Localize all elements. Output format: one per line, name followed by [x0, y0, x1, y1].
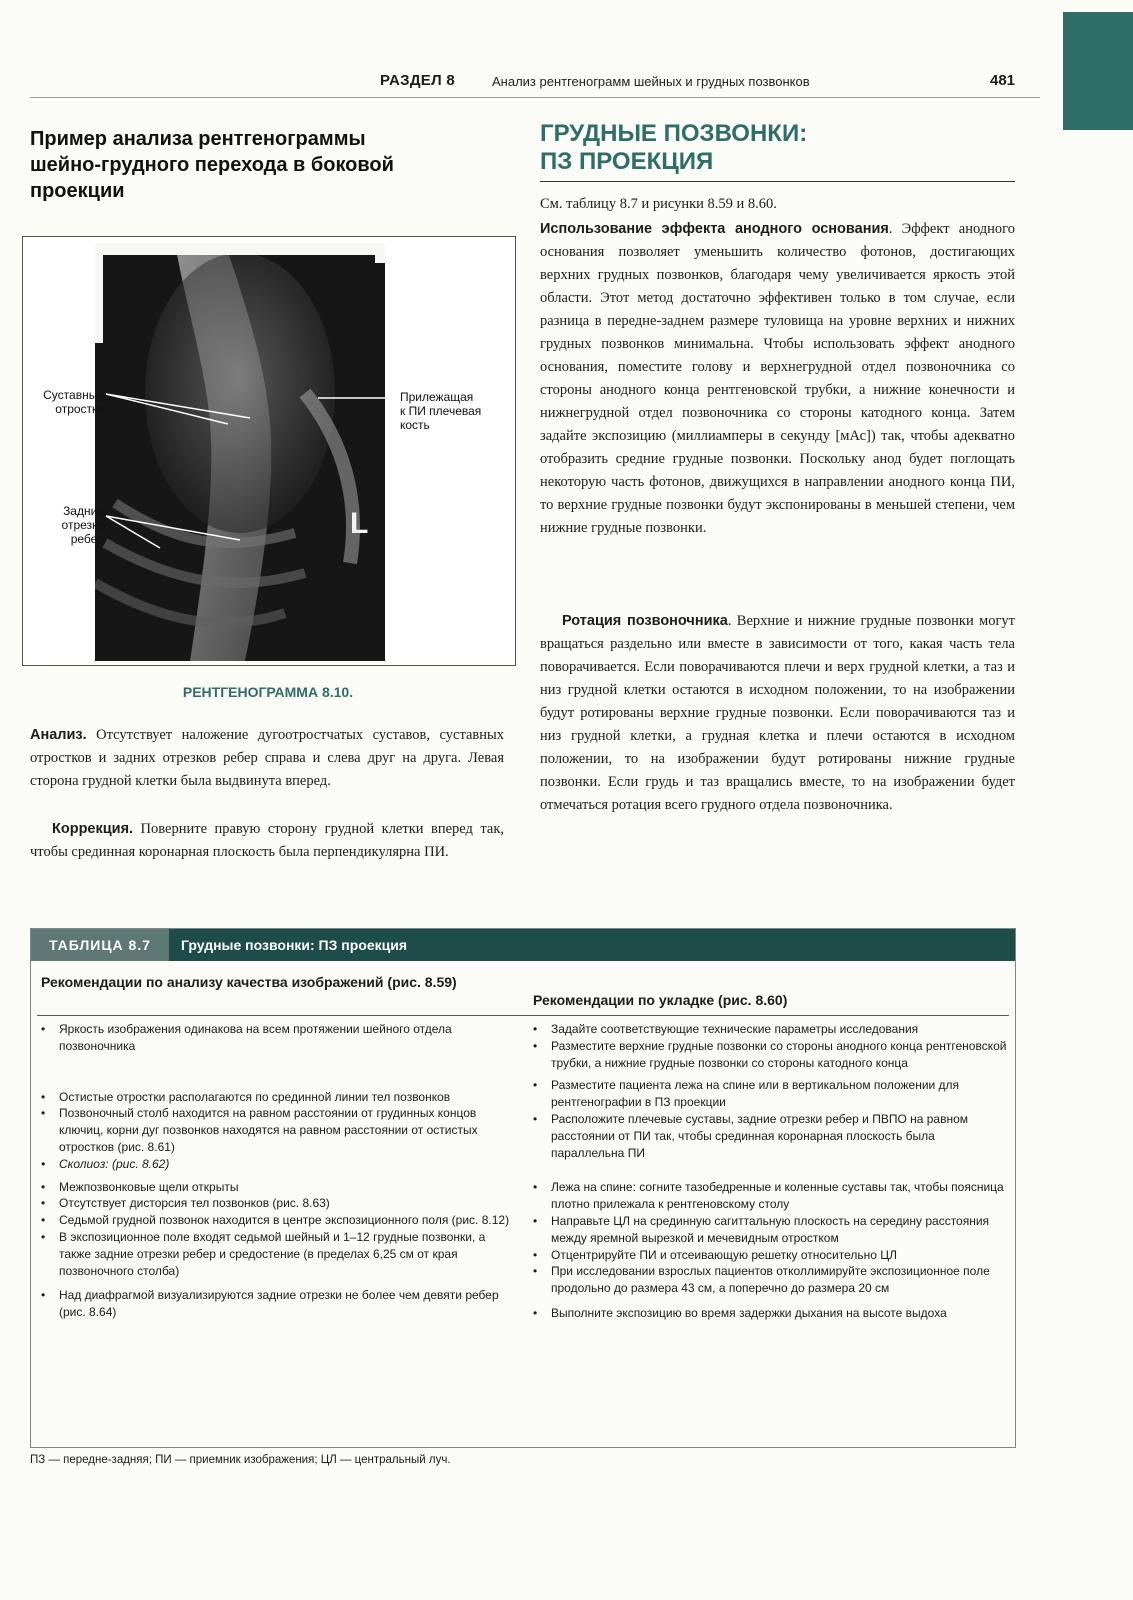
- list-item: [529, 1213, 1007, 1247]
- left-title-line: шейно-грудного перехода в боковой: [30, 154, 394, 176]
- table-title: Грудные позвонки: ПЗ проекция: [181, 937, 408, 953]
- bullet-icon: •: [41, 1288, 46, 1303]
- list-item-text: Остистые отростки располагаются по срединной линии тел позвонков: [59, 1089, 451, 1104]
- correction-paragraph: [30, 818, 504, 864]
- table-column-divider: [37, 1015, 1009, 1016]
- header-title: Анализ рентгенограмм шейных и грудных позвонков: [492, 74, 810, 89]
- bullet-icon: •: [533, 1022, 538, 1036]
- bullet-icon: •: [41, 1196, 46, 1211]
- list-item-text: Направьте ЦЛ на срединную сагиттальную плоскость на середину расстояния между яремной вырезкой и мечевидным отростком: [551, 1213, 990, 1245]
- list-item-text: Выполните экспозицию во время задержки дыхания на высоте выдоха: [551, 1305, 947, 1320]
- table-8-7: [30, 928, 1016, 1448]
- title-underline: [540, 181, 1015, 182]
- page-number: 481: [990, 72, 1016, 89]
- bullet-icon: •: [533, 1180, 538, 1195]
- table-col-head-quality: Рекомендации по анализу качества изображений (рис. 8.59): [41, 974, 457, 990]
- correction-text: Поверните правую сторону грудной клетки вперед так, чтобы срединная коронарная плоскость была перпендикулярна ПИ.: [30, 821, 505, 860]
- list-item-text: Отцентрируйте ПИ и отсеивающую решетку относительно ЦЛ: [551, 1247, 898, 1262]
- anode-effect-paragraph: [540, 218, 1015, 540]
- analysis-text: Отсутствует наложение дугоотростчатых суставов, суставных отростков и задних отрезков ребер справа и слева друг на друга. Левая сторона грудной клетки была выдвинута вперед.: [30, 727, 505, 789]
- list-item: [529, 1021, 1007, 1038]
- rotation-label: Ротация позвоночника: [562, 613, 728, 629]
- list-item: [37, 1156, 513, 1173]
- list-item-text: Лежа на спине: согните тазобедренные и коленные суставы так, чтобы поясница плотно прилежала к рентгеновскому столу: [551, 1180, 1004, 1212]
- analysis-label: Анализ.: [30, 727, 87, 743]
- list-item-text: Задайте соответствующие технические параметры исследования: [551, 1022, 919, 1036]
- list-item: [529, 1038, 1007, 1072]
- list-item: [37, 1287, 513, 1321]
- bullet-icon: •: [533, 1264, 538, 1279]
- bullet-icon: •: [41, 1022, 46, 1036]
- figure-caption: РЕНТГЕНОГРАММА 8.10.: [182, 684, 354, 700]
- list-item: [37, 1089, 513, 1106]
- radiograph-side-marker: L: [350, 507, 369, 540]
- table-header-bar: [31, 929, 1015, 961]
- right-title-line: ГРУДНЫЕ ПОЗВОНКИ:: [540, 120, 808, 147]
- right-title-line: ПЗ ПРОЕКЦИЯ: [540, 148, 714, 175]
- list-item-text: Межпозвонковые щели открыты: [59, 1179, 239, 1194]
- label-adjacent-humerus: [400, 390, 512, 432]
- list-item-text: Над диафрагмой визуализируются задние отрезки не более чем девяти ребер (рис. 8.64): [59, 1288, 499, 1320]
- bullet-icon: •: [41, 1156, 46, 1171]
- reference-line: См. таблицу 8.7 и рисунки 8.59 и 8.60.: [540, 196, 777, 212]
- rotation-text: . Верхние и нижние грудные позвонки могут вращаться раздельно или вместе в зависимости от того, какая часть тела поворачивается. Если поворачиваются плечи и верх грудной клетки, а таз и низ грудной клетки остаются в исходном положении, то на изображении будут ротированы верхние грудные позвонки. Если поворачиваются таз и низ грудной клетки, а грудная клетка и плечи остаются в исходном положении, то на изображении будут ротированы нижние грудные позвонки. Если грудь и таз вращались вместе, то на изображении будет отмечаться ротация всего грудного отдела позвоночника.: [540, 613, 1015, 813]
- list-item: [529, 1179, 1007, 1213]
- list-item: [529, 1305, 1007, 1322]
- label-line: кость: [400, 418, 430, 432]
- list-item-text: Яркость изображения одинакова на всем протяжении шейного отдела позвоночника: [59, 1022, 452, 1053]
- table-col-head-positioning: Рекомендации по укладке (рис. 8.60): [533, 992, 788, 1008]
- list-item-text: Разместите верхние грудные позвонки со стороны анодного конца рентгеновской трубки, а нижние грудные позвонки со стороны катодного конца: [551, 1038, 1007, 1070]
- bullet-icon: •: [41, 1179, 46, 1194]
- label-line: Суставные: [43, 388, 104, 402]
- bullet-icon: •: [41, 1213, 46, 1228]
- list-item-text: Разместите пациента лежа на спине или в вертикальном положении для рентгенографии в ПЗ проекции: [551, 1078, 960, 1110]
- right-section-title: [540, 120, 1015, 176]
- list-item-text: Сколиоз: (рис. 8.62): [59, 1156, 170, 1171]
- list-item-text: При исследовании взрослых пациентов отколлимируйте экспозиционное поле продольно до размера 43 см, а поперечно до размера 20 см: [551, 1264, 990, 1296]
- quality-criteria-list: [37, 1021, 513, 1321]
- list-item-text: Седьмой грудной позвонок находится в центре экспозиционного поля (рис. 8.12): [59, 1213, 510, 1228]
- list-item: [37, 1229, 513, 1279]
- label-line: отрезки: [61, 518, 104, 532]
- bullet-icon: •: [41, 1229, 46, 1244]
- label-posterior-ribs: [22, 504, 104, 546]
- table-footnote: ПЗ — передне-задняя; ПИ — приемник изображения; ЦЛ — центральный луч.: [30, 1454, 451, 1466]
- left-title-line: Пример анализа рентгенограммы: [30, 128, 366, 150]
- rotation-paragraph: [540, 610, 1015, 817]
- section-label: РАЗДЕЛ 8: [380, 72, 456, 89]
- bullet-icon: •: [533, 1247, 538, 1262]
- list-item: [37, 1195, 513, 1212]
- bullet-icon: •: [533, 1305, 538, 1320]
- list-item: [529, 1111, 1007, 1161]
- positioning-list: [529, 1021, 1007, 1322]
- analysis-paragraph: [30, 724, 504, 793]
- list-item: [529, 1247, 1007, 1264]
- list-item-text: Расположите плечевые суставы, задние отрезки ребер и ПВПО на равном расстоянии от ПИ так, чтобы срединная коронарная плоскость была параллельна ПИ: [551, 1111, 969, 1160]
- label-line: отростки: [55, 402, 104, 416]
- label-line: к ПИ плечевая: [400, 404, 482, 418]
- bullet-icon: •: [41, 1106, 46, 1121]
- list-item: [529, 1077, 1007, 1111]
- label-articular-processes: [22, 388, 104, 416]
- list-item: [529, 1263, 1007, 1297]
- bullet-icon: •: [533, 1111, 538, 1126]
- correction-label: Коррекция.: [52, 821, 134, 837]
- list-item-text: Позвоночный столб находится на равном расстоянии от грудинных концов ключиц, корни дуг позвонков находятся на равном расстоянии от остистых отростков (рис. 8.61): [59, 1106, 478, 1154]
- list-item: [37, 1212, 513, 1229]
- table-number: ТАБЛИЦА 8.7: [31, 929, 169, 961]
- anode-effect-text: . Эффект анодного основания позволяет уменьшить количество фотонов, достигающих верхних грудных позвонков, благодаря чему увеличивается яркость этой области. Этот метод достаточно эффективен только в том случае, если разница в передне-заднем размере туловища на уровне верхних и нижних грудных позвонков минимальна. Чтобы использовать эффект анодного основания, поместите голову и верхнегрудной отдел позвоночника со стороны анодного конца рентгеновской трубки, а нижние конечности и нижнегрудной отдел позвоночника со стороны катодного конца. Затем задайте экспозицию (миллиамперы в секунду [мАс]) так, чтобы адекватно отобразить средние грудные позвонки. Поскольку анод будет поглощать некоторую часть фотонов, движущихся в направлении анодного конца ПИ, то верхние грудные позвонки будут экспонированы в меньшей степени, чем нижние грудные позвонки.: [540, 221, 1016, 536]
- bullet-icon: •: [533, 1038, 538, 1053]
- bullet-icon: •: [533, 1213, 538, 1228]
- anode-effect-label: Использование эффекта анодного основания: [540, 221, 889, 237]
- list-item-text: В экспозиционное поле входят седьмой шейный и 1–12 грудные позвонки, а также задние отрезки ребер и средостение (в пределах 6,25 см от края позвоночного столба): [59, 1229, 486, 1278]
- label-line: Прилежащая: [400, 390, 474, 404]
- bullet-icon: •: [533, 1078, 538, 1093]
- list-item: [37, 1021, 513, 1055]
- list-item: [37, 1179, 513, 1196]
- list-item: [37, 1105, 513, 1155]
- label-line: ребер: [70, 532, 104, 546]
- bullet-icon: •: [41, 1089, 46, 1104]
- list-item-text: Отсутствует дисторсия тел позвонков (рис. 8.63): [59, 1196, 330, 1211]
- left-title-line: проекции: [30, 180, 125, 202]
- label-line: Задние: [63, 504, 104, 518]
